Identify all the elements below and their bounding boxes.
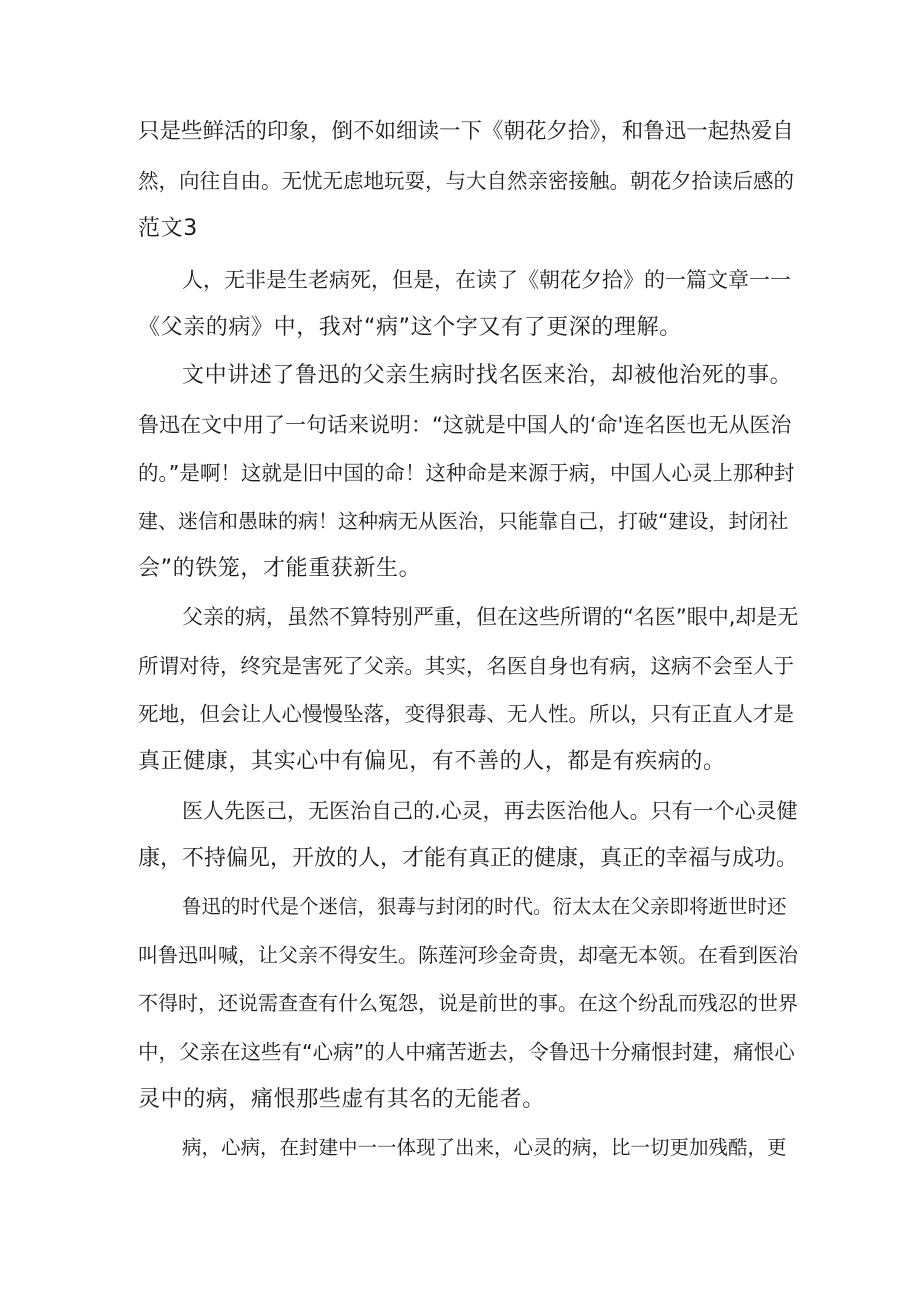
text-line: 叫鲁迅叫喊，让父亲不得安生。陈莲河珍金奇贵，却毫无本领。在看到医治	[138, 943, 798, 967]
text-line: 所谓对待，终究是害死了父亲。其实，名医自身也有病，这病不会至人于	[138, 654, 794, 678]
text-line: 父亲的病，虽然不算特别严重，但在这些所谓的“名医”眼中,却是无	[182, 605, 799, 629]
text-line: 康，不持偏见，开放的人，才能有真正的健康，真正的幸福与成功。	[138, 846, 799, 871]
text-line: 的。”是啊！这就是旧中国的命！这种命是来源于病，中国人心灵上那种封	[138, 461, 795, 485]
text-line: 鲁迅在文中用了一句话来说明：“这就是中国人的‘命'连名医也无从医治	[138, 413, 792, 437]
text-line: 死地，但会让人心慢慢坠落，变得狠毒、无人性。所以，只有正直人才是	[138, 702, 794, 726]
text-line: 中，父亲在这些有“心病”的人中痛苦逝去，令鲁迅十分痛恨封建，痛恨心	[138, 1040, 795, 1064]
text-line: 真正健康，其实心中有偏见，有不善的人，都是有疾病的。	[138, 749, 726, 774]
text-line: 人，无非是生老病死，但是，在读了《朝花夕拾》的一篇文章一一	[182, 268, 791, 292]
text-line: 医人先医己，无医治自己的.心灵，再去医治他人。只有一个心灵健	[182, 799, 798, 823]
text-line: 灵中的病，痛恨那些虚有其名的无能者。	[138, 1087, 545, 1112]
text-line: 不得时，还说需查查有什么冤怨，说是前世的事。在这个纷乱而残忍的世界	[138, 991, 798, 1015]
text-line: 只是些鲜活的印象，倒不如细读一下《朝花夕拾》，和鲁迅一起热爱自	[138, 119, 794, 144]
text-line: 文中讲述了鲁迅的父亲生病时找名医来治，却被他治死的事。	[182, 363, 793, 388]
text-line: 会”的铁笼，才能重获新生。	[138, 556, 422, 581]
text-line: 范文3	[138, 216, 198, 241]
text-line: 鲁迅的时代是个迷信，狠毒与封闭的时代。衍太太在父亲即将逝世时还	[182, 895, 787, 918]
text-line: 《父亲的病》中，我对“病”这个字又有了更深的理解。	[138, 315, 682, 340]
text-line: 建、迷信和愚昧的病！这种病无从医治，只能靠自己，打破“建设，封闭社	[138, 509, 789, 533]
text-line: 然，向往自由。无忧无虑地玩耍，与大自然亲密接触。朝花夕拾读后感的	[138, 169, 794, 193]
text-line: 病，心病，在封建中一一体现了出来，心灵的病，比一切更加残酷，更	[182, 1136, 787, 1159]
